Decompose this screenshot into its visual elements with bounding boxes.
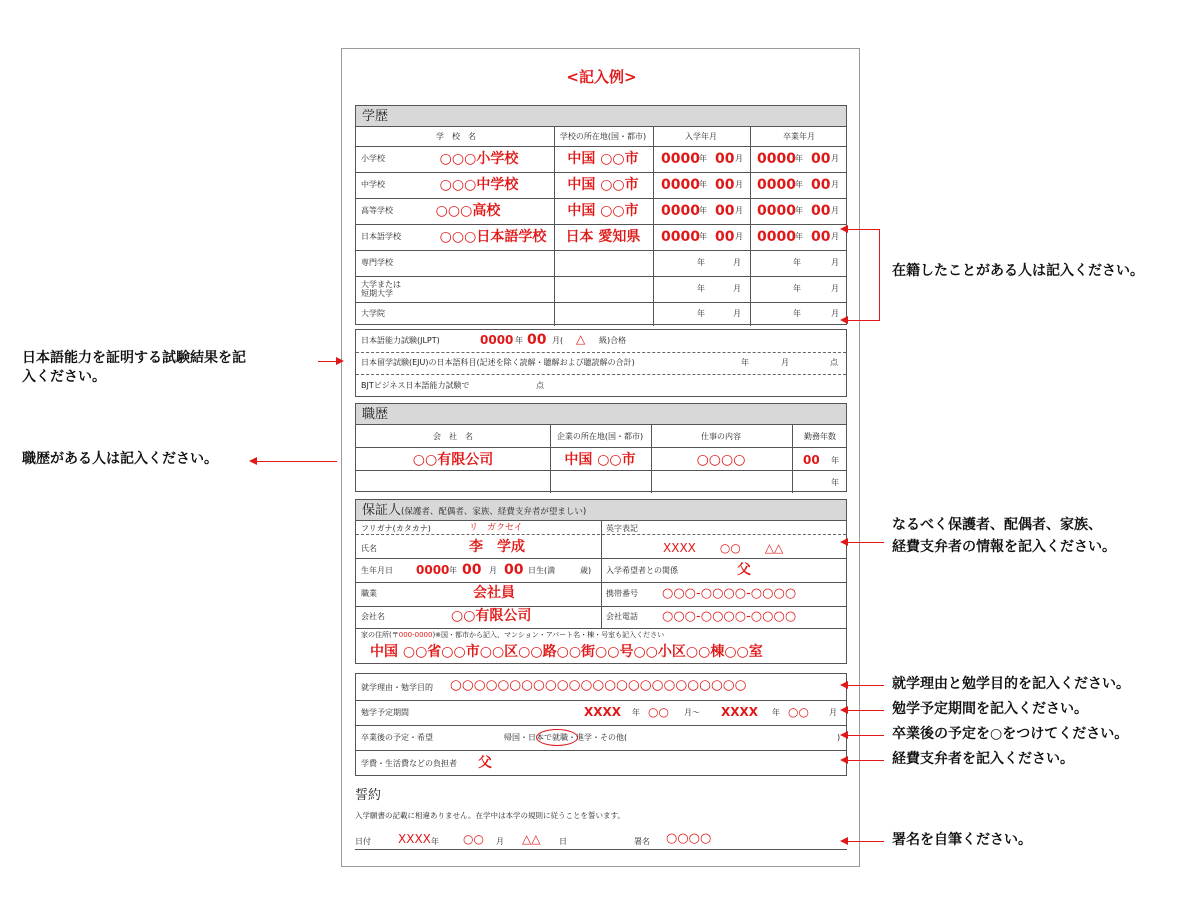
oath-heading: 誓約 — [355, 788, 382, 803]
school-location: 日本 愛知県 — [565, 229, 641, 245]
oath-month: ○○ — [463, 832, 484, 846]
guarantor-heading — [356, 500, 846, 521]
eju-year-unit: 年 — [741, 358, 749, 367]
company-location: 中国 ○○市 — [564, 452, 636, 468]
annotation-period: 勉学予定期間を記入ください。 — [892, 701, 1088, 717]
month-unit: 月 — [735, 154, 743, 163]
reason-label: 就学理由・勉学目的 — [361, 683, 433, 692]
oath-month-unit: 月 — [496, 837, 504, 846]
year-unit: 年 — [699, 232, 707, 241]
plan-options: 帰国・日本で就職・進学・その他( — [504, 733, 628, 742]
year-unit: 年 — [793, 284, 801, 293]
year-unit: 年 — [697, 309, 705, 318]
education-heading: 学歴 — [356, 106, 846, 127]
year-unit: 年 — [795, 232, 803, 241]
school-name: ○○○高校 — [435, 203, 501, 219]
furigana-value: リ ガクセイ — [469, 523, 523, 533]
year-unit: 年 — [795, 206, 803, 215]
school-name: ○○○中学校 — [439, 177, 519, 193]
jlpt-label: 日本語能力試験(JLPT) — [361, 336, 440, 345]
row-type: 専門学校 — [361, 258, 393, 267]
header-school-location: 学校の所在地(国・都市) — [559, 132, 647, 141]
annotation-work: 職歴がある人は記入ください。 — [22, 451, 218, 467]
eju-month-unit: 月 — [781, 358, 789, 367]
year-unit: 年 — [795, 180, 803, 189]
furigana-label: フリガナ(カタカナ) — [361, 524, 431, 533]
year-unit: 年 — [699, 180, 707, 189]
application-form-sheet — [341, 48, 860, 867]
name-label: 氏名 — [361, 544, 377, 553]
jlpt-suffix: 級)合格 — [599, 336, 627, 345]
month-unit: 月 — [733, 309, 741, 318]
annotation-sponsor: 経費支弁者を記入ください。 — [892, 751, 1074, 767]
arrow-enrolled-top — [846, 229, 880, 230]
guarantor-heading-note: (保護者、配偶者、家族、経費支弁者が望ましい) — [401, 507, 587, 517]
english-name: XXXX ○○ △△ — [663, 541, 784, 555]
company-value: ○○有限公司 — [451, 608, 532, 624]
header-company-name: 会 社 名 — [433, 432, 473, 441]
language-section — [355, 329, 847, 397]
relation-value: 父 — [737, 562, 751, 578]
job-content: ○○○○ — [696, 452, 746, 468]
work-section — [355, 403, 847, 492]
english-name-label: 英字表記 — [606, 524, 638, 533]
entry-month: 00 — [715, 229, 735, 245]
month-unit: 月 — [831, 309, 839, 318]
grad-month: 00 — [811, 151, 831, 167]
grad-year: 0000 — [757, 203, 796, 219]
occupation-value: 会社員 — [473, 585, 515, 601]
period-year-unit: 年 — [632, 708, 640, 717]
form-title: <記入例> — [566, 68, 637, 86]
grad-month: 00 — [811, 177, 831, 193]
annotation-guarantor: なるべく保護者、配偶者、家族、 経費支弁者の情報を記入ください。 — [892, 517, 1116, 556]
address-label-a: 家の住所(〒 — [361, 631, 399, 639]
guarantor-section — [355, 499, 847, 664]
header-school-name: 学 校 名 — [436, 132, 476, 141]
signature-label: 署名 — [634, 837, 650, 846]
dob-day: 00 — [504, 562, 524, 578]
year-unit: 年 — [831, 478, 839, 487]
row-type: 小学校 — [361, 154, 385, 163]
entry-year: 0000 — [661, 177, 700, 193]
address-label — [361, 632, 664, 639]
company-phone-value: ○○○-○○○○-○○○○ — [662, 609, 797, 624]
oath-year: XXXX — [398, 832, 431, 846]
month-unit: 月 — [831, 232, 839, 241]
bjt-point-unit: 点 — [536, 381, 544, 390]
year-unit: 年 — [831, 456, 839, 465]
header-company-location: 企業の所在地(国・都市) — [556, 432, 644, 441]
row-type: 高等学校 — [361, 206, 393, 215]
row-type: 大学院 — [361, 309, 385, 318]
period-month-unit: 月 — [829, 708, 837, 717]
month-unit: 月 — [733, 284, 741, 293]
years-worked: 00 — [803, 453, 820, 467]
address-zip: 000-0000 — [398, 631, 433, 639]
plan-close: ) — [837, 733, 841, 742]
bracket-line — [879, 229, 880, 320]
arrow-reason — [846, 685, 884, 686]
grad-month: 00 — [811, 229, 831, 245]
school-location: 中国 ○○市 — [567, 151, 639, 167]
company-name: ○○有限公司 — [412, 452, 494, 468]
bjt-label: BJTビジネス日本語能力試験で — [361, 381, 470, 390]
dob-month-unit: 月 — [489, 566, 497, 575]
arrow-period — [846, 710, 884, 711]
month-unit: 月 — [733, 258, 741, 267]
year-unit: 年 — [699, 154, 707, 163]
year-unit: 年 — [699, 206, 707, 215]
signature-line — [355, 849, 847, 850]
row-type: 大学または 短期大学 — [361, 280, 401, 299]
header-job-content: 仕事の内容 — [701, 432, 741, 441]
period-end-month: ○○ — [788, 705, 809, 719]
dob-age-unit: 歳) — [580, 566, 592, 575]
annotation-plan: 卒業後の予定を○をつけてください。 — [892, 726, 1129, 742]
year-unit: 年 — [793, 309, 801, 318]
period-start-year: XXXX — [584, 705, 622, 719]
year-unit: 年 — [697, 284, 705, 293]
month-unit: 月 — [831, 180, 839, 189]
education-section — [355, 105, 847, 325]
entry-month: 00 — [715, 151, 735, 167]
signature-value: ○○○○ — [666, 831, 712, 846]
plan-label: 卒業後の予定・希望 — [361, 733, 433, 742]
arrow-guarantor — [846, 542, 884, 543]
entry-month: 00 — [715, 177, 735, 193]
dob-year-unit: 年 — [449, 566, 457, 575]
arrow-signature — [846, 841, 884, 842]
grad-month: 00 — [811, 203, 831, 219]
sponsor-value: 父 — [478, 755, 492, 771]
oath-year-unit: 年 — [431, 837, 439, 846]
month-unit: 月 — [831, 206, 839, 215]
school-name: ○○○日本語学校 — [439, 229, 547, 245]
year-unit: 年 — [793, 258, 801, 267]
entry-year: 0000 — [661, 203, 700, 219]
dob-day-unit: 日生(満 — [528, 566, 556, 575]
annotation-enrolled: 在籍したことがある人は記入ください。 — [892, 263, 1144, 279]
grad-year: 0000 — [757, 177, 796, 193]
mobile-label: 携帯番号 — [606, 589, 638, 598]
period-label: 勉学予定期間 — [361, 708, 409, 717]
date-label: 日付 — [355, 837, 371, 846]
arrow-work — [255, 461, 337, 462]
entry-year: 0000 — [661, 229, 700, 245]
jlpt-level: △ — [576, 332, 586, 346]
oath-text: 入学願書の記載に相違ありません。在学中は本学の規則に従うことを誓います。 — [355, 811, 625, 820]
work-heading: 職歴 — [356, 404, 846, 425]
address-label-b: )※国・都市から記入、マンション・アパート名・棟・号室も記入ください — [432, 631, 665, 639]
jlpt-year-unit: 年 — [515, 336, 523, 345]
grad-year: 0000 — [757, 229, 796, 245]
study-section — [355, 673, 847, 776]
occupation-label: 職業 — [361, 589, 377, 598]
sponsor-label: 学費・生活費などの負担者 — [361, 759, 457, 768]
period-end-year: XXXX — [721, 705, 759, 719]
month-unit: 月 — [831, 154, 839, 163]
dob-label: 生年月日 — [361, 566, 393, 575]
month-unit: 月 — [831, 258, 839, 267]
reason-value: ○○○○○○○○○○○○○○○○○○○○○○○○○ — [450, 677, 747, 693]
annotation-reason: 就学理由と勉学目的を記入ください。 — [892, 676, 1130, 692]
month-unit: 月 — [735, 232, 743, 241]
address-value: 中国 ○○省○○市○○区○○路○○街○○号○○小区○○棟○○室 — [370, 644, 763, 660]
period-year-unit: 年 — [772, 708, 780, 717]
school-name: ○○○小学校 — [439, 151, 519, 167]
annotation-signature: 署名を自筆ください。 — [892, 832, 1032, 848]
school-location: 中国 ○○市 — [567, 177, 639, 193]
company-phone-label: 会社電話 — [606, 612, 638, 621]
relation-label: 入学希望者との関係 — [606, 566, 678, 575]
school-location: 中国 ○○市 — [567, 203, 639, 219]
dob-month: 00 — [462, 562, 482, 578]
period-start-month: ○○ — [648, 705, 669, 719]
month-unit: 月 — [735, 180, 743, 189]
jlpt-year: 0000 — [480, 333, 514, 347]
arrow-plan — [846, 735, 884, 736]
jlpt-month-unit: 月( — [552, 336, 564, 345]
eju-point-unit: 点 — [830, 358, 838, 367]
eju-label: 日本留学試験(EJU)の日本語科目(記述を除く読解・聴解および聴読解の合計) — [361, 358, 635, 367]
month-unit: 月 — [831, 284, 839, 293]
header-years-worked: 勤務年数 — [804, 432, 836, 441]
selected-option-circle — [536, 729, 578, 746]
guarantor-name: 李 学成 — [469, 539, 525, 555]
year-unit: 年 — [795, 154, 803, 163]
header-graduation-date: 卒業年月 — [783, 132, 815, 141]
guarantor-heading-text: 保証人 — [362, 503, 402, 518]
dob-year: 0000 — [416, 563, 450, 577]
oath-day-unit: 日 — [559, 837, 567, 846]
row-type: 中学校 — [361, 180, 385, 189]
mobile-value: ○○○-○○○○-○○○○ — [662, 586, 797, 601]
jlpt-month: 00 — [527, 332, 547, 348]
entry-year: 0000 — [661, 151, 700, 167]
month-unit: 月 — [735, 206, 743, 215]
company-label: 会社名 — [361, 612, 385, 621]
oath-day: △△ — [522, 832, 541, 846]
year-unit: 年 — [697, 258, 705, 267]
arrow-language — [318, 361, 338, 362]
header-entry-date: 入学年月 — [685, 132, 717, 141]
annotation-language: 日本語能力を証明する試験結果を記 入ください。 — [22, 350, 246, 385]
period-month-unit: 月〜 — [684, 708, 700, 717]
arrow-sponsor — [846, 760, 884, 761]
row-type: 日本語学校 — [361, 232, 401, 241]
entry-month: 00 — [715, 203, 735, 219]
grad-year: 0000 — [757, 151, 796, 167]
arrow-enrolled-bottom — [846, 320, 880, 321]
